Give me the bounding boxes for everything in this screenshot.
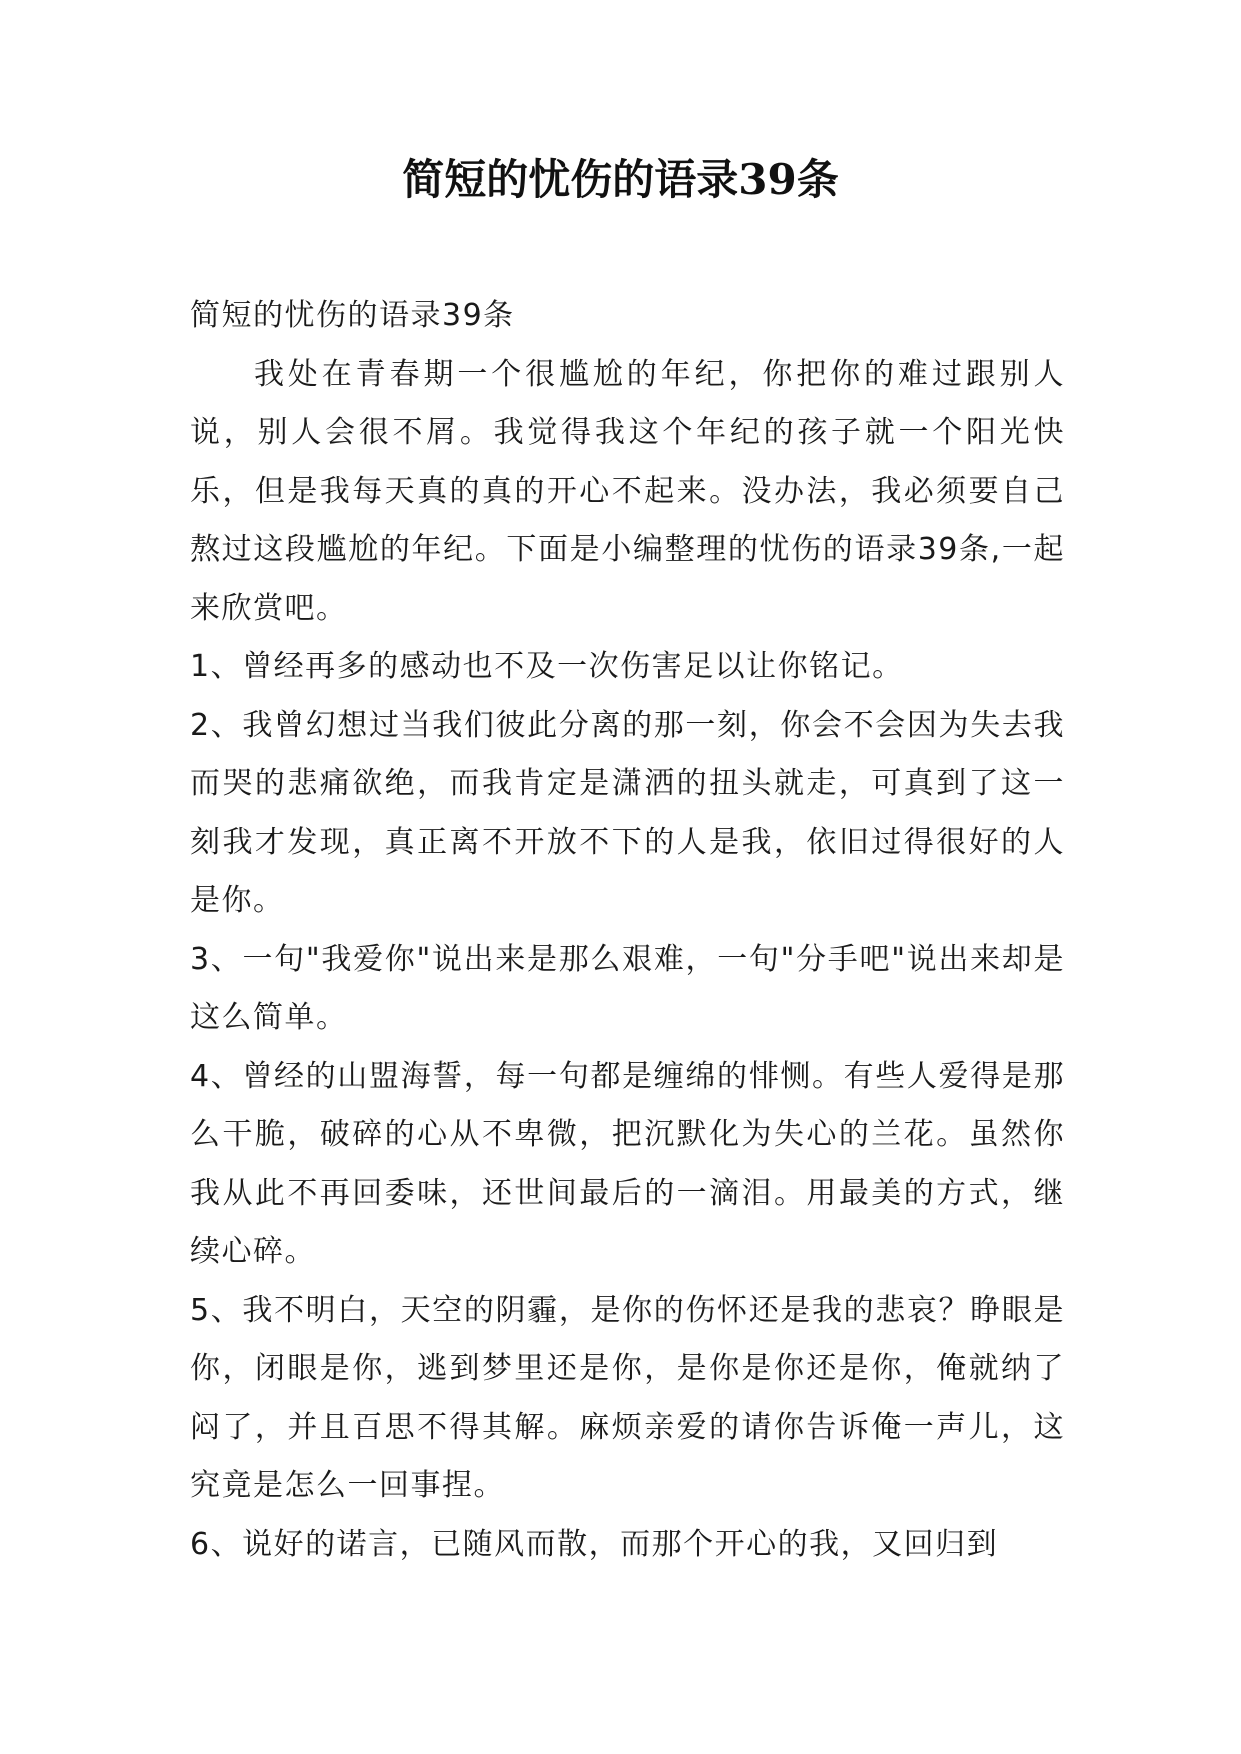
document-title: 简短的忧伤的语录39条 <box>402 155 839 204</box>
intro-paragraph: 我处在青春期一个很尴尬的年纪，你把你的难过跟别人说，别人会很不屑。我觉得我这个年纪的孩子就一个阳光快乐，但是我每天真的真的开心不起来。没办法，我必须要自己熬过这段尴尬的年纪。下面是小编整理的忧伤的语录39条,一起来欣赏吧。 <box>190 356 1065 626</box>
quote-item-1: 1、曾经再多的感动也不及一次伤害足以让你铭记。 <box>190 649 904 684</box>
quote-item-5: 5、我不明白，天空的阴霾，是你的伤怀还是我的悲哀？睁眼是你，闭眼是你，逃到梦里还是你，是你是你还是你，俺就纳了闷了，并且百思不得其解。麻烦亲爱的请你告诉俺一声儿，这究竟是怎么一回事捏。 <box>190 1292 1065 1503</box>
quote-item-4: 4、曾经的山盟海誓，每一句都是缠绵的悱恻。有些人爱得是那么干脆，破碎的心从不卑微，把沉默化为失心的兰花。虽然你我从此不再回委味，还世间最后的一滴泪。用最美的方式，继续心碎。 <box>190 1058 1065 1269</box>
quote-item-2: 2、我曾幻想过当我们彼此分离的那一刻，你会不会因为失去我而哭的悲痛欲绝，而我肯定是潇洒的扭头就走，可真到了这一刻我才发现，真正离不开放不下的人是我，依旧过得很好的人是你。 <box>190 707 1065 918</box>
document-body <box>190 287 1065 1574</box>
document-subtitle: 简短的忧伤的语录39条 <box>190 298 515 333</box>
quote-item-3: 3、一句"我爱你"说出来是那么艰难，一句"分手吧"说出来却是这么简单。 <box>190 941 1065 1035</box>
quote-item-6: 6、说好的诺言，已随风而散，而那个开心的我，又回归到 <box>190 1526 999 1562</box>
